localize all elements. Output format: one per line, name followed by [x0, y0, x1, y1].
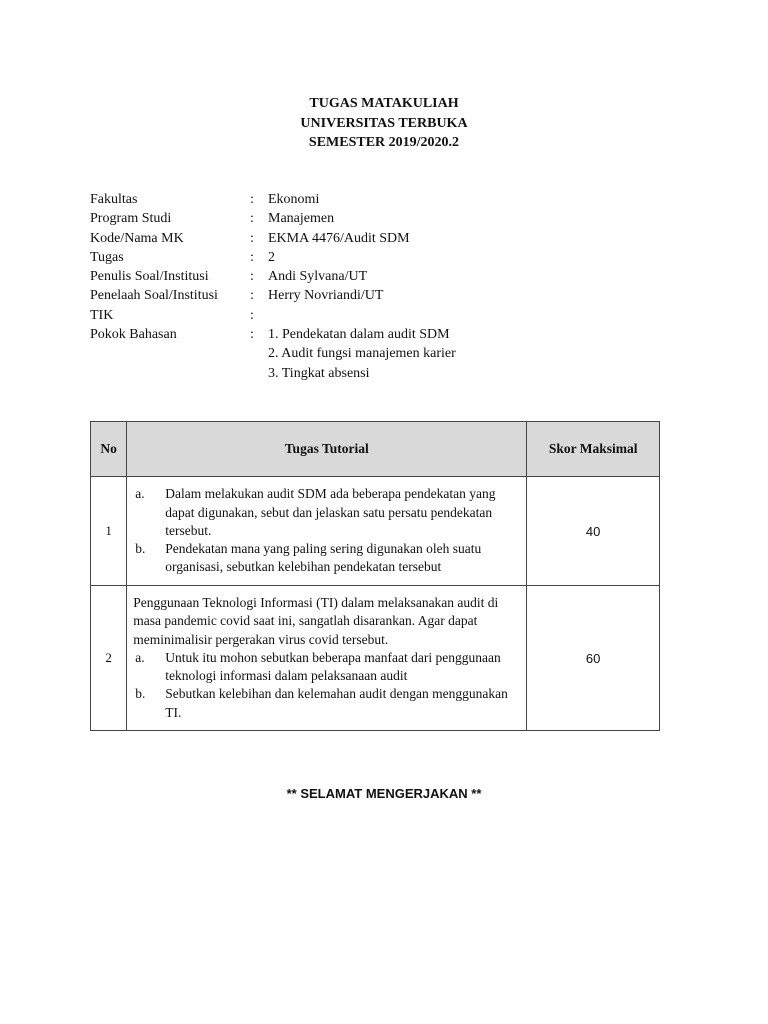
info-row-tik [90, 306, 668, 325]
row-number: 2 [91, 586, 127, 731]
info-colon: : [250, 249, 254, 265]
info-value [268, 306, 668, 325]
info-value: Manajemen [268, 211, 335, 227]
info-label: Tugas [90, 249, 124, 265]
info-value: Ekonomi [268, 192, 320, 207]
document-title [0, 94, 768, 153]
title-line-1: TUGAS MATAKULIAH [309, 96, 459, 111]
item-marker: b. [135, 541, 146, 557]
info-row-pokok-bahasan [90, 325, 668, 344]
info-label: Pokok Bahasan [90, 327, 177, 343]
row-number: 1 [91, 477, 127, 586]
item-text: Untuk itu mohon sebutkan beberapa manfaat dari penggunaan teknologi informasi dalam pelaksanaan audit [165, 649, 501, 684]
info-colon: : [250, 307, 254, 323]
info-colon: : [250, 327, 254, 343]
item-text: Dalam melakukan audit SDM ada beberapa pendekatan yang dapat digunakan, sebut dan jelaskan satu persatu pendekatan tersebut. [165, 486, 496, 538]
info-colon: : [250, 288, 254, 304]
title-line-2: UNIVERSITAS TERBUKA [300, 115, 468, 131]
closing-note: ** SELAMAT MENGERJAKAN ** [286, 786, 482, 801]
info-value: 1. Pendekatan dalam audit SDM [268, 327, 450, 343]
info-row-penulis [90, 267, 668, 286]
header-score [527, 422, 660, 477]
task-item [133, 540, 520, 576]
item-marker: a. [135, 486, 145, 502]
table-header-row [91, 422, 660, 477]
info-label: Penulis Soal/Institusi [90, 269, 209, 285]
pokok-bahasan-item-2: 2. Audit fungsi manajemen karier [268, 346, 456, 362]
info-row-program-studi [90, 209, 668, 228]
task-cell [127, 586, 527, 731]
info-row-tugas [90, 248, 668, 267]
info-colon: : [250, 230, 254, 246]
info-value: Herry Novriandi/UT [268, 288, 384, 304]
info-colon: : [250, 211, 254, 227]
header-task: Tugas Tutorial [127, 422, 527, 477]
info-label: TIK [90, 307, 114, 323]
table-row [91, 586, 660, 731]
info-row-fakultas [90, 190, 668, 209]
task-table [90, 421, 660, 731]
info-colon: : [250, 269, 254, 285]
task-item [133, 685, 520, 721]
task-cell [127, 477, 527, 586]
item-marker: b. [135, 686, 146, 702]
pokok-bahasan-item-3: 3. Tingkat absensi [268, 365, 370, 381]
header-no: No [91, 422, 127, 477]
info-value: EKMA 4476/Audit SDM [268, 230, 410, 246]
item-text: Pendekatan mana yang paling sering digunakan oleh suatu organisasi, sebutkan kelebihan pendekatan tersebut [165, 541, 482, 575]
score-cell: 40 [527, 477, 660, 586]
header-score-label: Skor Maksimal [548, 441, 638, 456]
item-text: Sebutkan kelebihan dan kelemahan audit dengan menggunakan TI. [165, 686, 508, 720]
info-label: Fakultas [90, 192, 138, 207]
info-label: Program Studi [90, 211, 172, 227]
task-item [133, 485, 520, 540]
info-colon: : [250, 192, 254, 207]
info-value: Andi Sylvana/UT [268, 269, 368, 285]
course-info [90, 190, 668, 383]
score-cell: 60 [527, 586, 660, 731]
table-row [91, 477, 660, 586]
info-label: Penelaah Soal/Institusi [90, 288, 218, 304]
title-line-3: SEMESTER 2019/2020.2 [308, 135, 460, 150]
info-row-penelaah [90, 286, 668, 305]
info-value: 2 [268, 249, 275, 265]
info-label: Kode/Nama MK [90, 230, 184, 246]
task-item [133, 649, 520, 685]
task-intro: Penggunaan Teknologi Informasi (TI) dalam melaksanakan audit di masa pandemic covid saat ini, sangatlah disarankan. Agar dapat meminimalisir pergerakan virus covid tersebut. [133, 595, 499, 647]
item-marker: a. [135, 649, 145, 665]
info-row-kode-mk [90, 229, 668, 248]
